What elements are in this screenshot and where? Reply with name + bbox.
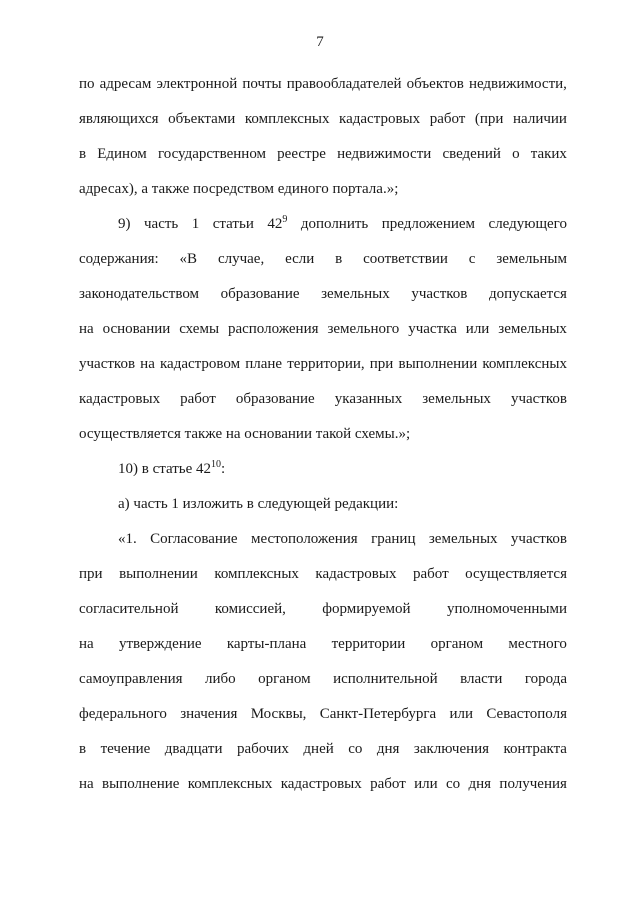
word: при bbox=[79, 566, 103, 582]
word: рабочих bbox=[236, 741, 289, 757]
word: местного bbox=[508, 636, 567, 652]
article-heading-text: 10) в статье 42 bbox=[118, 461, 212, 477]
word: в bbox=[335, 251, 343, 267]
word: органом bbox=[430, 636, 484, 652]
word: сведений bbox=[442, 146, 501, 162]
word: комплексных bbox=[187, 776, 273, 792]
word: при bbox=[369, 356, 394, 372]
word: власти bbox=[460, 671, 503, 687]
word: Едином bbox=[97, 146, 147, 162]
word: выполнении bbox=[119, 566, 198, 582]
word: комплексных bbox=[482, 356, 567, 372]
word: объектов bbox=[406, 76, 464, 92]
text-line bbox=[79, 74, 567, 94]
word: выполнении bbox=[398, 356, 478, 372]
word: участков bbox=[510, 391, 567, 407]
text-line: а) часть 1 изложить в следующей редакции: bbox=[118, 496, 399, 512]
word: участков bbox=[510, 531, 567, 547]
word: получения bbox=[499, 776, 567, 792]
word: таких bbox=[530, 146, 567, 162]
word: «1. bbox=[118, 531, 137, 547]
article-number bbox=[267, 214, 287, 234]
page-number: 7 bbox=[316, 34, 324, 50]
word: недвижимости, bbox=[468, 76, 567, 92]
article-heading-tail: : bbox=[221, 461, 226, 477]
word: плане bbox=[245, 356, 283, 372]
word: часть bbox=[144, 216, 179, 232]
word: земельных bbox=[428, 531, 498, 547]
text-line: осуществляется также на основании такой схемы.»; bbox=[79, 426, 411, 442]
word: значения bbox=[180, 706, 238, 722]
word: следующего bbox=[488, 216, 567, 232]
word: или bbox=[414, 776, 438, 792]
word: Согласование bbox=[150, 531, 238, 547]
text-line-article-ref bbox=[118, 214, 567, 234]
word: Севастополя bbox=[486, 706, 567, 722]
word: по bbox=[79, 76, 95, 92]
word: схемы bbox=[179, 321, 220, 337]
word: образование bbox=[220, 286, 300, 302]
word: территории, bbox=[287, 356, 365, 372]
word: соответствии bbox=[363, 251, 448, 267]
text-line bbox=[79, 599, 567, 619]
word: указанных bbox=[334, 391, 403, 407]
word: Санкт-Петербурга bbox=[319, 706, 437, 722]
word: кадастровом bbox=[160, 356, 241, 372]
word: на bbox=[79, 776, 94, 792]
word: участков bbox=[79, 356, 136, 372]
word: контракта bbox=[503, 741, 567, 757]
word: границ bbox=[371, 531, 416, 547]
word: государственном bbox=[157, 146, 267, 162]
word: земельных bbox=[498, 321, 567, 337]
word: комплексных bbox=[214, 566, 299, 582]
word: 1 bbox=[191, 216, 200, 232]
word: реестре bbox=[277, 146, 326, 162]
word: утверждение bbox=[118, 636, 202, 652]
word: или bbox=[465, 321, 490, 337]
word: объектами bbox=[168, 111, 236, 127]
word: работ bbox=[180, 391, 216, 407]
word: комиссией, bbox=[214, 601, 286, 617]
word: либо bbox=[205, 671, 236, 687]
word: кадастровых bbox=[339, 111, 421, 127]
word: участка bbox=[408, 321, 457, 337]
word: на bbox=[140, 356, 155, 372]
word: земельных bbox=[321, 286, 390, 302]
word: на bbox=[79, 321, 94, 337]
text-line bbox=[79, 774, 567, 794]
word: наличии bbox=[513, 111, 567, 127]
word: самоуправления bbox=[79, 671, 183, 687]
word: или bbox=[449, 706, 474, 722]
word: образование bbox=[235, 391, 315, 407]
word: формируемой bbox=[322, 601, 411, 617]
word: территории bbox=[331, 636, 406, 652]
word: содержания: bbox=[79, 251, 159, 267]
article-number-sup: 9 bbox=[282, 214, 288, 225]
word: заключения bbox=[413, 741, 490, 757]
word: статьи bbox=[212, 216, 254, 232]
text-line bbox=[79, 144, 567, 164]
word: дня bbox=[376, 741, 400, 757]
word: земельного bbox=[327, 321, 400, 337]
word: законодательством bbox=[79, 286, 200, 302]
word: о bbox=[512, 146, 520, 162]
word: федерального bbox=[79, 706, 167, 722]
word: в bbox=[79, 146, 87, 162]
text-line bbox=[79, 284, 567, 304]
word: работ bbox=[429, 111, 466, 127]
word: (при bbox=[474, 111, 504, 127]
text-line bbox=[79, 564, 567, 584]
word: допускается bbox=[488, 286, 567, 302]
word: расположения bbox=[227, 321, 319, 337]
word: 9) bbox=[118, 216, 131, 232]
word: кадастровых bbox=[280, 776, 362, 792]
word: течение bbox=[100, 741, 151, 757]
text-line bbox=[79, 319, 567, 339]
word: комплексных bbox=[244, 111, 330, 127]
word: почты bbox=[242, 76, 282, 92]
word: с bbox=[468, 251, 476, 267]
word: на bbox=[79, 636, 94, 652]
text-line bbox=[79, 354, 567, 374]
word: основании bbox=[102, 321, 171, 337]
text-line bbox=[118, 529, 567, 549]
word: кадастровых bbox=[315, 566, 397, 582]
article-heading-sup: 10 bbox=[211, 459, 222, 470]
word: если bbox=[285, 251, 315, 267]
text-line bbox=[79, 389, 567, 409]
word: дня bbox=[468, 776, 492, 792]
text-line bbox=[79, 669, 567, 689]
word: в bbox=[79, 741, 87, 757]
word: уполномоченными bbox=[446, 601, 567, 617]
word: города bbox=[524, 671, 567, 687]
word: земельных bbox=[422, 391, 491, 407]
text-line bbox=[79, 109, 567, 129]
text-line bbox=[79, 704, 567, 724]
word: карты-плана bbox=[226, 636, 307, 652]
word: недвижимости bbox=[337, 146, 432, 162]
word: являющихся bbox=[79, 111, 159, 127]
word: со bbox=[348, 741, 363, 757]
word: исполнительной bbox=[333, 671, 438, 687]
text-line-article-heading bbox=[118, 459, 567, 479]
text-line: адресах), а также посредством единого портала.»; bbox=[79, 181, 399, 197]
word: «В bbox=[179, 251, 198, 267]
article-number-base: 42 bbox=[267, 216, 283, 232]
word: органом bbox=[258, 671, 311, 687]
word: электронной bbox=[156, 76, 238, 92]
word: земельным bbox=[496, 251, 567, 267]
word: местоположения bbox=[250, 531, 358, 547]
word: работ bbox=[412, 566, 449, 582]
word: адресам bbox=[99, 76, 152, 92]
word: кадастровых bbox=[79, 391, 161, 407]
word: со bbox=[446, 776, 461, 792]
word: участков bbox=[411, 286, 468, 302]
word: двадцати bbox=[164, 741, 223, 757]
text-line bbox=[79, 634, 567, 654]
word: случае, bbox=[217, 251, 265, 267]
word: дней bbox=[303, 741, 334, 757]
word: дополнить bbox=[300, 216, 369, 232]
text-line bbox=[79, 249, 567, 269]
text-line bbox=[79, 739, 567, 759]
word: правообладателей bbox=[286, 76, 402, 92]
word: предложением bbox=[381, 216, 476, 232]
word: осуществляется bbox=[465, 566, 567, 582]
word: выполнение bbox=[102, 776, 180, 792]
word: согласительной bbox=[79, 601, 179, 617]
word: работ bbox=[370, 776, 406, 792]
word: Москвы, bbox=[250, 706, 307, 722]
